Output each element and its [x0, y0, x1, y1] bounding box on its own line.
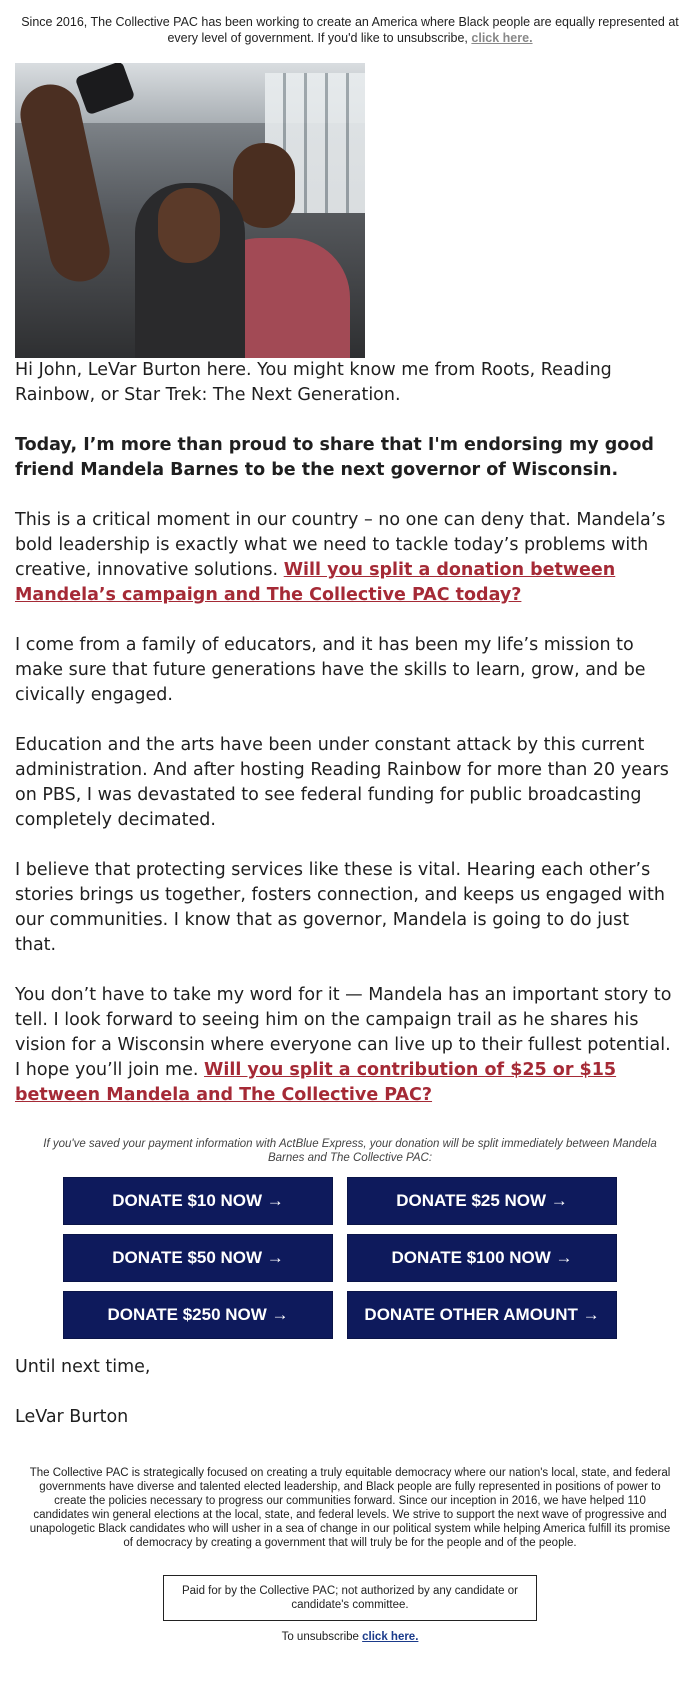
photo-head-levar: [158, 188, 220, 263]
paid-for-disclaimer: Paid for by the Collective PAC; not authorized by any candidate or candidate's committee.: [163, 1575, 537, 1621]
educators-paragraph: I come from a family of educators, and it has been my life’s mission to make sure that future generations have the skills to learn, grow, and be civically engaged.: [15, 635, 646, 705]
photo-head-mandela: [233, 143, 295, 228]
greeting-paragraph: Hi John, LeVar Burton here. You might know me from Roots, Reading Rainbow, or Star Trek: The Next Generation.: [15, 360, 612, 405]
donate-250-button[interactable]: DONATE $250 NOW →: [63, 1291, 333, 1339]
donate-10-button[interactable]: DONATE $10 NOW →: [63, 1177, 333, 1225]
take-my-word-paragraph: [15, 983, 675, 1108]
hero-photo: [15, 63, 365, 358]
signoff: [15, 1355, 675, 1455]
footer-unsubscribe: [0, 1630, 700, 1644]
take-my-word-text: You don’t have to take my word for it — Mandela has an important story to tell. I look forward to seeing him on the campaign trail as he shares his vision for a Wisconsin where everyone can live up to their fullest potential. I hope you’ll join me.: [15, 985, 672, 1080]
email-body: [15, 358, 675, 1133]
critical-moment-text: This is a critical moment in our country – no one can deny that. Mandela’s bold leadership is exactly what we need to tackle today’s problems with creative, innovative solutions.: [15, 510, 666, 580]
split-donation-link[interactable]: Will you split a donation between Mandela’s campaign and The Collective PAC today?: [15, 560, 616, 605]
education-arts-paragraph: Education and the arts have been under constant attack by this current administration. And after hosting Reading Rainbow for more than 20 years on PBS, I was devastated to see federal funding for public broadcasting completely decimated.: [15, 735, 669, 830]
actblue-express-note: If you've saved your payment information with ActBlue Express, your donation will be split immediately between Mandela Barnes and The Collective PAC:: [43, 1138, 657, 1164]
closing-line: Until next time,: [15, 1357, 151, 1377]
donate-other-amount-button[interactable]: DONATE OTHER AMOUNT →: [347, 1291, 617, 1339]
signature-name: LeVar Burton: [15, 1407, 129, 1427]
donate-100-button[interactable]: DONATE $100 NOW →: [347, 1234, 617, 1282]
critical-moment-paragraph: [15, 508, 675, 608]
footer-unsubscribe-text: To unsubscribe: [281, 1631, 359, 1643]
preheader-unsubscribe-link[interactable]: click here.: [471, 31, 533, 45]
about-pac-text: The Collective PAC is strategically focused on creating a truly equitable democracy where our nation's local, state, and federal governments have diverse and talented elected leadership, and Black people are fully represented in positions of power to create the policies necessary to progress our communities forward. Since our inception in 2016, we have helped 110 candidates win general elections at the local, state, and federal levels. We strive to support the next wave of progressive and unapologetic Black candidates who will usher in a sea of change in our political system while helping America fulfill its promise of democracy by creating a government that will truly be for the people and of the people.: [29, 1467, 671, 1549]
footer-unsubscribe-link[interactable]: click here.: [362, 1631, 419, 1643]
protecting-services-paragraph: I believe that protecting services like these is vital. Hearing each other’s stories brings us together, fosters connection, and keeps us engaged with our communities. I know that as governor, Mandela is going to do just that.: [15, 860, 665, 955]
donate-50-button[interactable]: DONATE $50 NOW →: [63, 1234, 333, 1282]
endorsement-paragraph: Today, I’m more than proud to share that I'm endorsing my good friend Mandela Barnes to be the next governor of Wisconsin.: [15, 435, 654, 480]
preheader-text: Since 2016, The Collective PAC has been working to create an America where Black people are equally represented at every level of government. If you'd like to unsubscribe,: [21, 15, 679, 45]
donate-25-button[interactable]: DONATE $25 NOW →: [347, 1177, 617, 1225]
split-contribution-link[interactable]: Will you split a contribution of $25 or $15 between Mandela and The Collective PAC?: [15, 1060, 617, 1105]
preheader: [15, 14, 685, 46]
